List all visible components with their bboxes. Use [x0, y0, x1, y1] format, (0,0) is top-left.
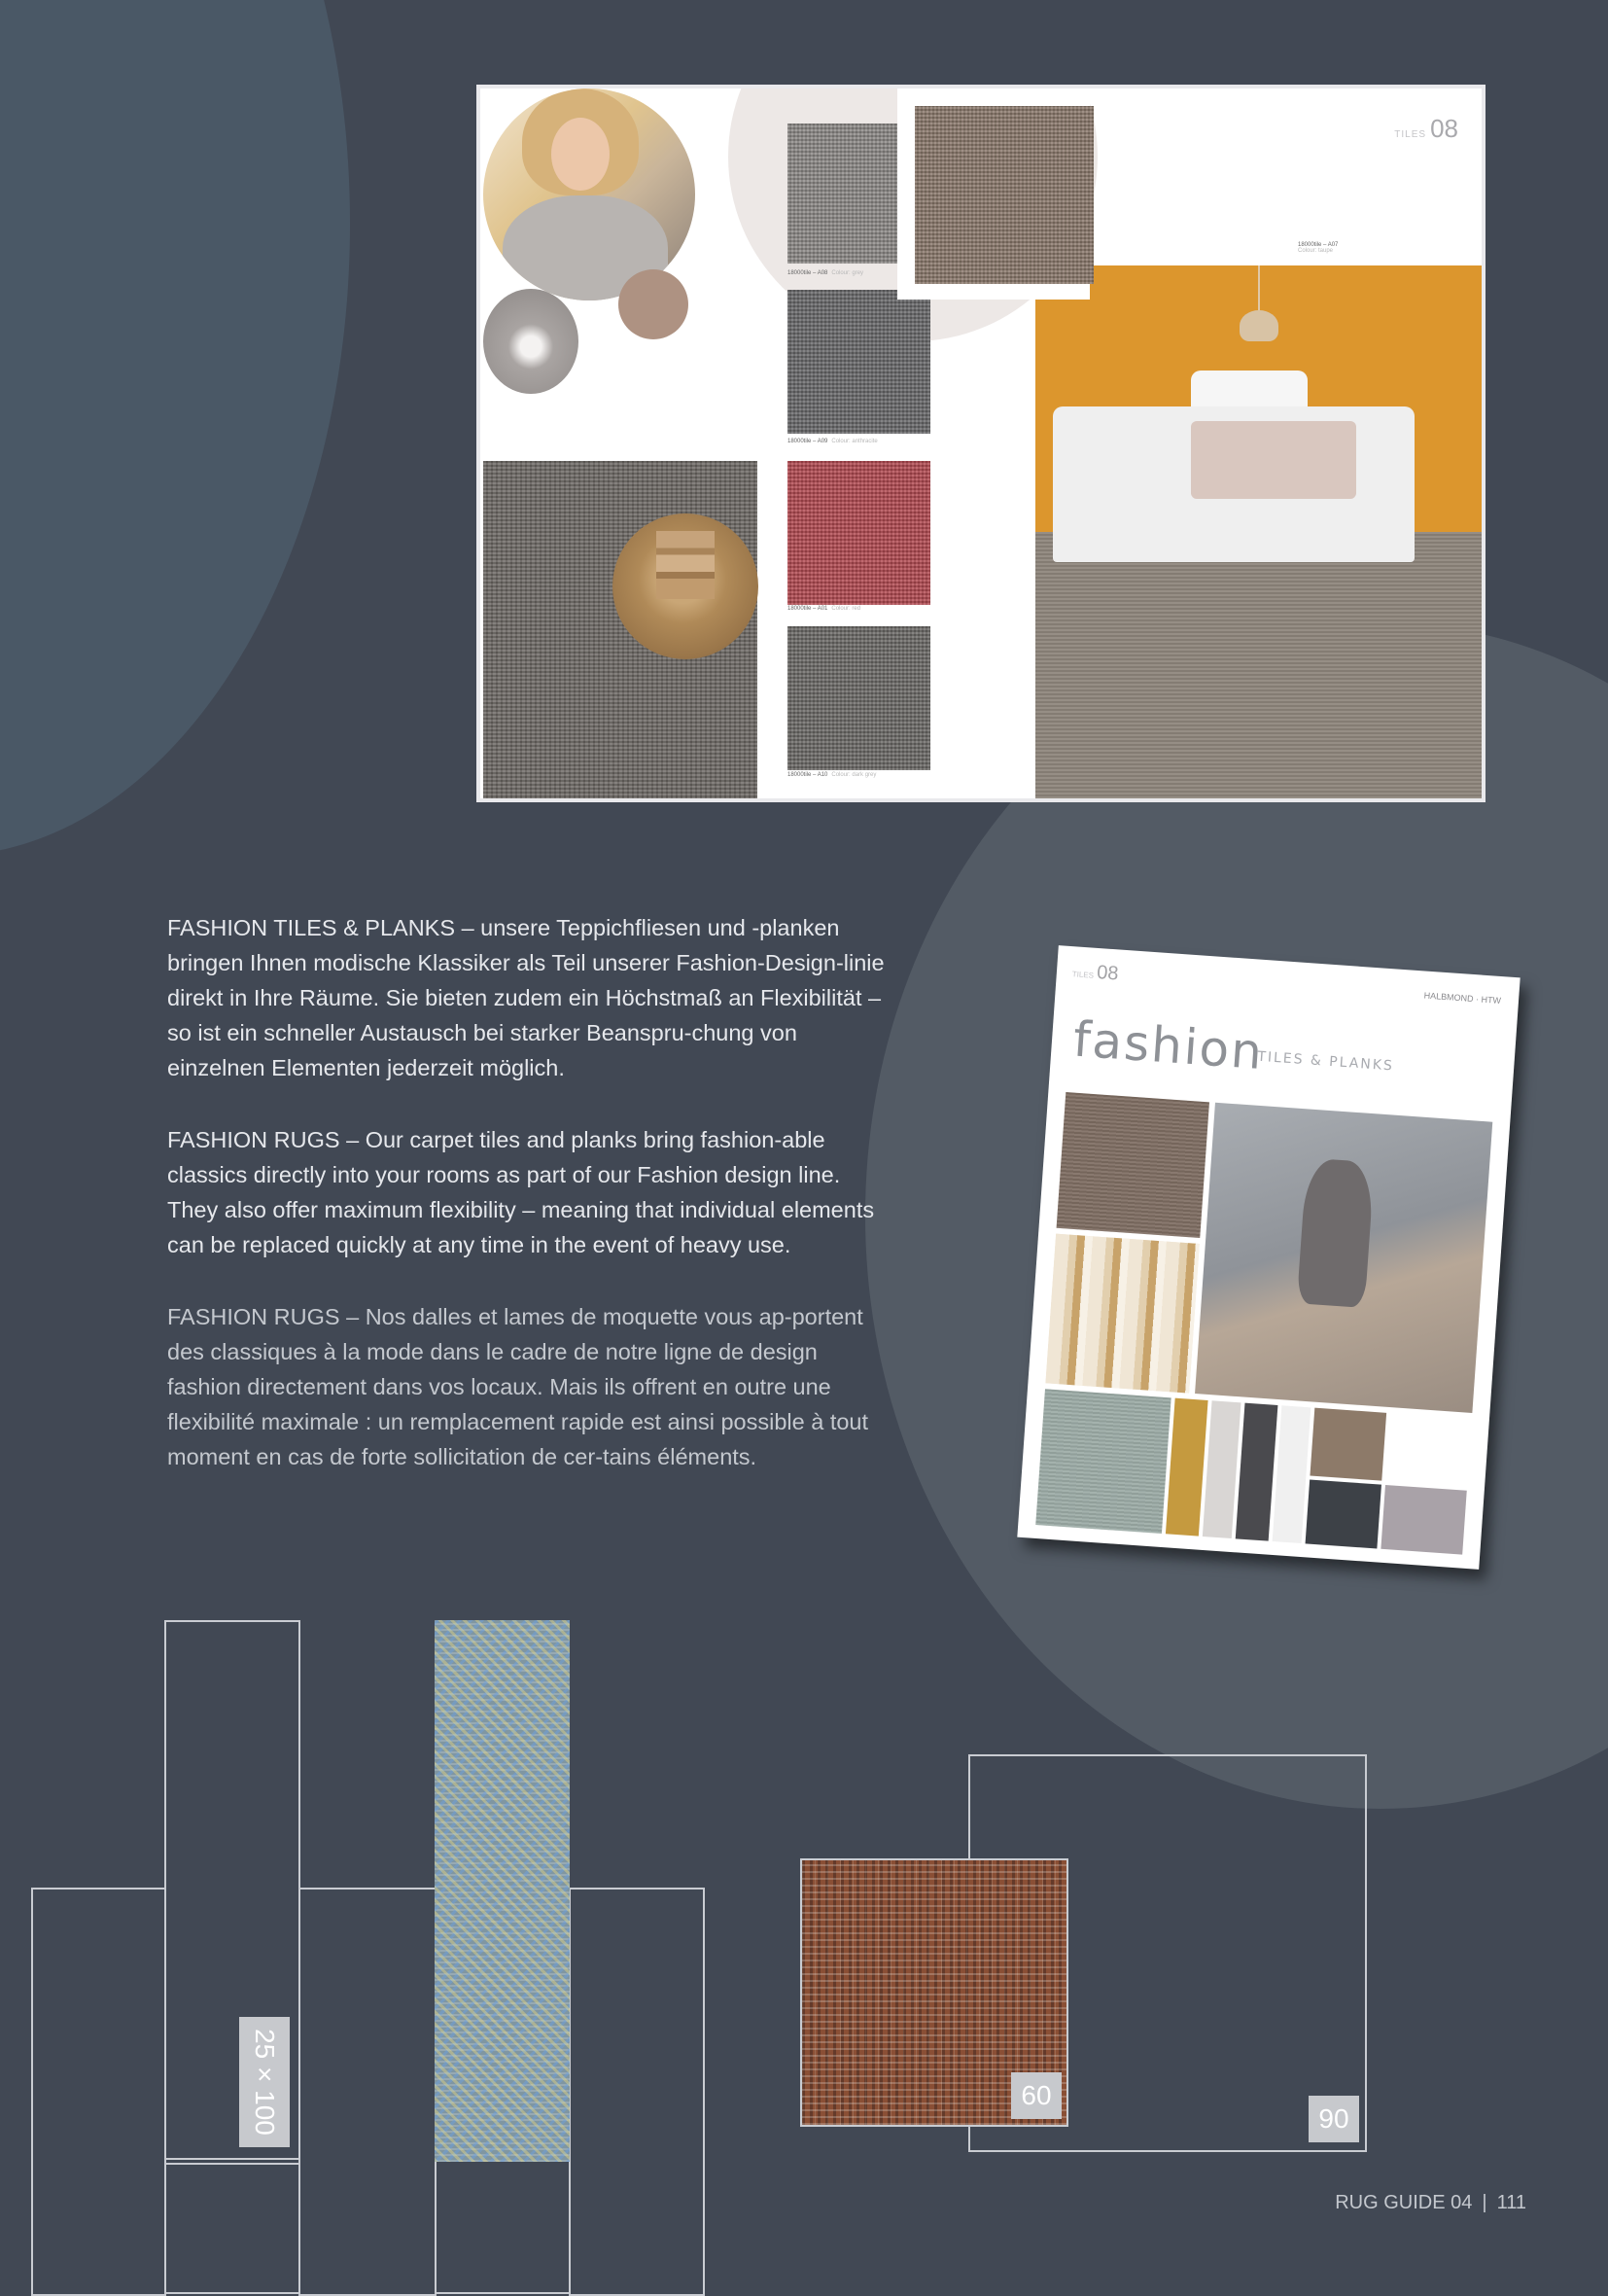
- page-footer: [1335, 2192, 1526, 2214]
- bedroom-photo: [1035, 265, 1486, 802]
- carpet-swatch: [915, 106, 1094, 284]
- detail-circle-photo: [483, 289, 578, 394]
- lamp-cord: [1258, 265, 1260, 310]
- cover-subtitle: TILES & PLANKS: [1256, 1048, 1395, 1075]
- cover-strip-gold: [1166, 1398, 1208, 1537]
- plank-outline: [164, 2158, 300, 2294]
- plank-size-label: 25 × 100: [239, 2017, 290, 2147]
- plank-outline: [298, 1888, 437, 2296]
- plank-outline: [569, 1888, 705, 2296]
- stacked-books: [656, 531, 715, 599]
- cover-title: fashion: [1071, 1010, 1266, 1081]
- carpet-swatch: [787, 461, 930, 605]
- feature-swatch-caption: 18000tile – A07 Colour: taupe: [1298, 242, 1339, 254]
- cover-clothing-rack: [1045, 1234, 1199, 1394]
- cover-swatch-lavender: [1381, 1485, 1466, 1555]
- cover-swatch-brown: [1057, 1092, 1209, 1238]
- plank-swatch-multicolor: [435, 1620, 570, 2162]
- swatch-caption: 18000tile – A09 Colour: anthracite: [787, 439, 878, 444]
- tile-size-label-small: 60: [1011, 2072, 1062, 2119]
- cover-swatch-taupe: [1310, 1408, 1386, 1481]
- cover-strip-dark: [1236, 1403, 1278, 1541]
- cover-swatch-green: [1035, 1389, 1171, 1534]
- carpet-swatch: [787, 290, 930, 434]
- cover-strip-light: [1203, 1400, 1241, 1538]
- bed-throw: [1191, 421, 1356, 499]
- swatch-caption: 18000tile – A08 Colour: grey: [787, 270, 864, 276]
- brown-accent-circle: [618, 269, 688, 339]
- plank-outline: [435, 2158, 571, 2294]
- spread-brand-mark: TILES 08: [1394, 114, 1458, 143]
- portrait-face: [551, 118, 610, 191]
- swatch-caption: 18000tile – A10 Colour: dark grey: [787, 772, 877, 778]
- tile-size-label-large: 90: [1309, 2096, 1359, 2142]
- description-english: FASHION RUGS – Our carpet tiles and planks bring fashion-able classics directly into your rooms as part of our Fashion design line. They also offer maximum flexibility – meaning that individual elements can be replaced quickly at any time in the event of heavy use.: [167, 1127, 875, 1257]
- carpet-floor: [1035, 532, 1486, 802]
- cover-strip-white: [1273, 1405, 1311, 1543]
- plank-outline: [31, 1888, 166, 2296]
- description-text: [167, 910, 896, 1511]
- swatch-caption: 18000tile – A01 Colour: red: [787, 606, 861, 612]
- pendant-lamp: [1240, 310, 1278, 341]
- catalog-spread-image: [476, 85, 1486, 802]
- description-french: FASHION RUGS – Nos dalles et lames de moquette vous ap-portent des classiques à la mode dans le cadre de notre ligne de design fashion directement dans vos locaux. Mais ils offrent en outre une flexibilité maximale : un remplacement rapide est ainsi possible à tout moment en cas de forte sollicitation de cer-tains éléments.: [167, 1304, 869, 1469]
- rug-with-pouf-photo: [483, 461, 757, 802]
- cover-swatch-charcoal: [1306, 1479, 1381, 1548]
- cover-issue-number: TILES 08: [1071, 961, 1120, 985]
- page-number: 111: [1496, 2192, 1526, 2213]
- woman-portrait-photo: [483, 88, 695, 300]
- catalog-cover-image: [1017, 945, 1520, 1570]
- feature-swatch-frame: [897, 88, 1090, 300]
- description-german: FASHION TILES & PLANKS – unsere Teppichfliesen und -planken bringen Ihnen modische Klassiker als Teil unserer Fashion-Design-linie direkt in Ihre Räume. Sie bieten zudem ein Höchstmaß an Flexibilität – so ist ein schneller Austausch bei starker Beanspru-chung von einzelnen Elementen jederzeit möglich.: [167, 915, 885, 1080]
- footer-separator: |: [1482, 2192, 1487, 2213]
- cover-logos: HALBMOND · HTW: [1423, 990, 1502, 1007]
- guide-title: RUG GUIDE 04: [1335, 2192, 1473, 2213]
- background-circle-top-left: [0, 0, 350, 856]
- carpet-swatch: [787, 626, 930, 770]
